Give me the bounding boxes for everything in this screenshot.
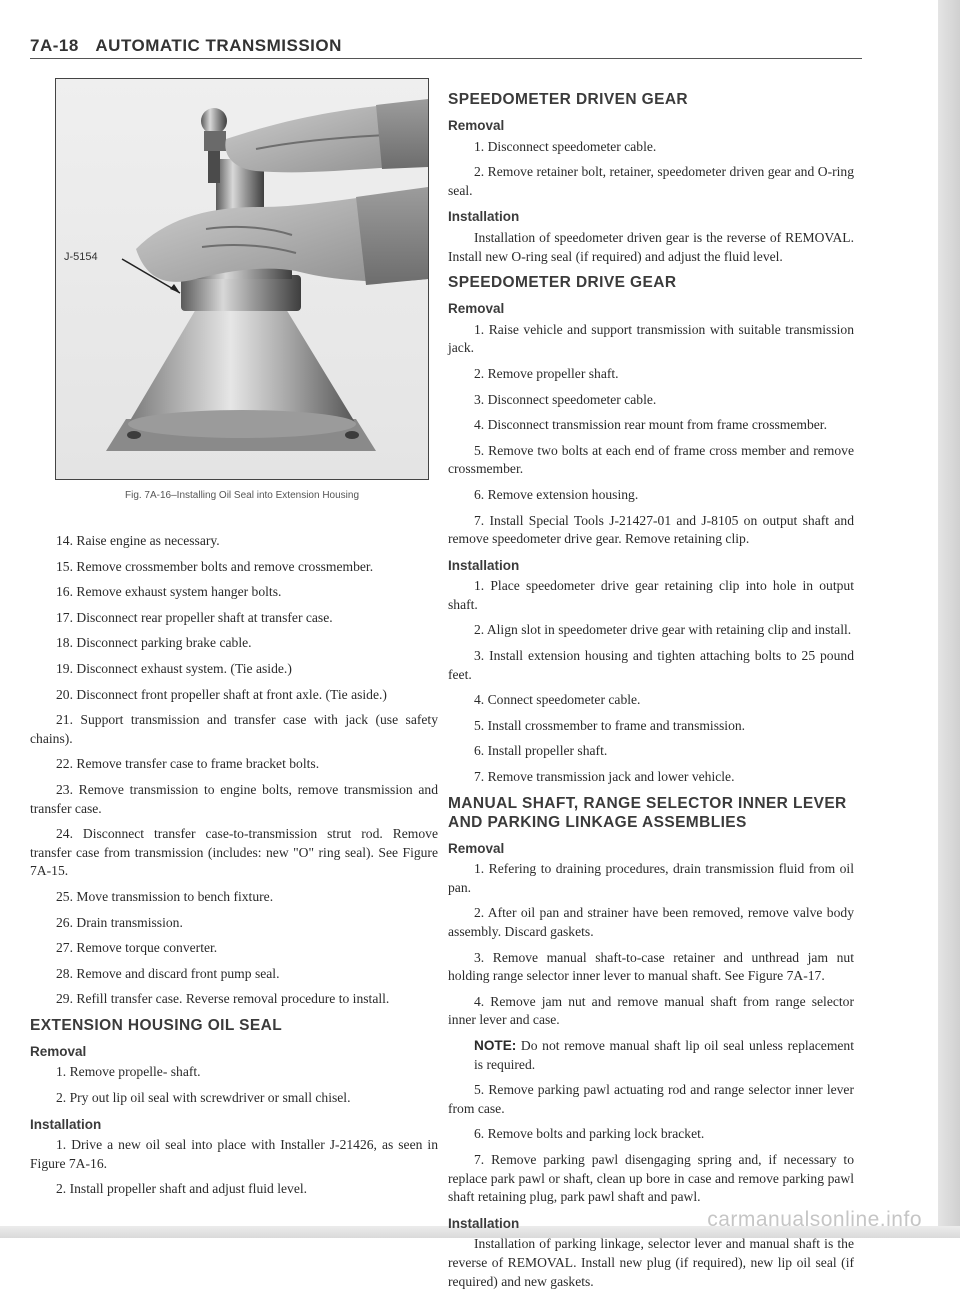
- procedure-step: 5. Remove parking pawl actuating rod and range selector inner lever from case.: [448, 1082, 854, 1116]
- procedure-step: 1. Drive a new oil seal into place with Installer J-21426, as seen in Figure 7A-16.: [30, 1137, 438, 1171]
- procedure-step: 2. Remove propeller shaft.: [474, 365, 619, 381]
- left-column: [30, 532, 438, 1206]
- procedure-step: 3. Disconnect speedometer cable.: [474, 391, 657, 407]
- subsection-heading: Removal: [448, 118, 505, 133]
- procedure-step: 5. Remove two bolts at each end of frame cross member and remove crossmember.: [448, 442, 854, 477]
- procedure-step: 4. Connect speedometer cable.: [474, 692, 641, 708]
- procedure-step: 4. Remove jam nut and remove manual shaft from range selector inner lever and case.: [448, 993, 854, 1028]
- procedure-step: 4. Disconnect transmission rear mount from frame crossmember.: [474, 417, 827, 433]
- procedure-step: 7. Remove parking pawl disengaging spring and, if necessary to replace park pawl or shaft, clean up bore in case and remove parking pawl shaft retaining plug, park pawl shaft and pawl.: [448, 1151, 854, 1205]
- procedure-step: 26. Drain transmission.: [56, 914, 183, 930]
- subsection-heading: Removal: [448, 301, 505, 317]
- procedure-step: 2. After oil pan and strainer have been removed, remove valve body assembly. Discard gaskets.: [448, 905, 854, 939]
- procedure-step: 21. Support transmission and transfer case with jack (use safety chains).: [30, 712, 438, 746]
- figure-caption: Fig. 7A-16–Installing Oil Seal into Extension Housing: [124, 490, 360, 501]
- section-heading: EXTENSION HOUSING OIL SEAL: [30, 1016, 283, 1034]
- procedure-step: 7. Remove transmission jack and lower vehicle.: [474, 769, 735, 785]
- procedure-step: 14. Raise engine as necessary.: [56, 533, 220, 548]
- procedure-step: 2. Install propeller shaft and adjust fluid level.: [56, 1181, 308, 1197]
- figure-illustration: [55, 78, 429, 480]
- procedure-step: 1. Place speedometer drive gear retaining clip into hole in output shaft.: [448, 578, 854, 612]
- page-header: [30, 36, 860, 56]
- procedure-step: 3. Remove manual shaft-to-case retainer and unthread jam nut holding range selector inner lever to manual shaft. See Figure 7A-17.: [448, 949, 854, 984]
- section-heading: SPEEDOMETER DRIVE GEAR: [448, 274, 677, 292]
- procedure-step: 6. Remove bolts and parking lock bracket.: [474, 1126, 705, 1142]
- procedure-step: 1. Remove propelle- shaft.: [56, 1064, 201, 1080]
- header-rule: [30, 58, 862, 59]
- procedure-step: 1. Refering to draining procedures, drain transmission fluid from oil pan.: [448, 861, 854, 895]
- procedure-step: 25. Move transmission to bench fixture.: [56, 888, 274, 904]
- procedure-step: 17. Disconnect rear propeller shaft at transfer case.: [56, 609, 333, 625]
- watermark: carmanualsonline.info: [707, 1208, 922, 1231]
- section-heading: SPEEDOMETER DRIVEN GEAR: [448, 91, 689, 108]
- procedure-step: 16. Remove exhaust system hanger bolts.: [56, 584, 282, 600]
- procedure-step: 1. Disconnect speedometer cable.: [474, 138, 657, 154]
- procedure-step: 7. Install Special Tools J-21427-01 and J-8105 on output shaft and remove speedometer drive gear. Remove retaining clip.: [448, 512, 854, 547]
- procedure-step: 27. Remove torque converter.: [56, 940, 218, 956]
- procedure-step: 5. Install crossmember to frame and transmission.: [474, 717, 746, 733]
- page-number: 7A-18: [30, 36, 79, 55]
- section-heading: MANUAL SHAFT, RANGE SELECTOR INNER LEVER AND PARKING LINKAGE ASSEMBLIES: [448, 794, 847, 831]
- procedure-step: 6. Remove extension housing.: [474, 486, 639, 502]
- procedure-step: 2. Align slot in speedometer drive gear with retaining clip and install.: [474, 622, 852, 638]
- procedure-step: Installation of parking linkage, selector lever and manual shaft is the reverse of REMOVAL. Install new plug (if required), new lip oil seal (if required) and new gaskets.: [448, 1236, 854, 1289]
- note-paragraph: [448, 1037, 854, 1074]
- procedure-step: 18. Disconnect parking brake cable.: [56, 635, 252, 651]
- figure-photo: [56, 79, 428, 479]
- subsection-heading: Removal: [30, 1043, 87, 1059]
- procedure-step: 23. Remove transmission to engine bolts, remove transmission and transfer case.: [30, 781, 438, 816]
- procedure-step: 2. Pry out lip oil seal with screwdriver or small chisel.: [56, 1090, 351, 1106]
- procedure-step: 24. Disconnect transfer case-to-transmission strut rod. Remove transfer case from transmission (includes: new "O" ring seal). See Figure 7A-15.: [30, 826, 438, 879]
- procedure-step: 3. Install extension housing and tighten attaching bolts to 25 pound feet.: [448, 648, 854, 682]
- subsection-heading: Installation: [448, 557, 520, 573]
- page-edge-shadow: [938, 0, 960, 1238]
- subsection-heading: Removal: [448, 840, 505, 856]
- note-label: NOTE:: [474, 1037, 517, 1053]
- subsection-heading: Installation: [448, 1215, 520, 1231]
- procedure-step: 19. Disconnect exhaust system. (Tie aside.): [56, 660, 292, 676]
- note-text: Do not remove manual shaft lip oil seal unless replacement is required.: [474, 1037, 854, 1072]
- tool-label: J-5154: [64, 251, 98, 263]
- procedure-step: 28. Remove and discard front pump seal.: [56, 965, 280, 981]
- procedure-step: 2. Remove retainer bolt, retainer, speedometer driven gear and O-ring seal.: [448, 164, 854, 198]
- procedure-step: Installation of speedometer driven gear is the reverse of REMOVAL. Install new O-ring seal (if required) and adjust the fluid level.: [448, 229, 854, 264]
- procedure-step: 22. Remove transfer case to frame bracket bolts.: [56, 756, 320, 772]
- right-column: [448, 84, 854, 1298]
- procedure-step: 29. Refill transfer case. Reverse removal procedure to install.: [56, 991, 390, 1007]
- subsection-heading: Installation: [30, 1116, 102, 1132]
- procedure-step: 15. Remove crossmember bolts and remove crossmember.: [56, 558, 374, 574]
- procedure-step: 1. Raise vehicle and support transmission with suitable transmission jack.: [448, 321, 854, 356]
- procedure-step: 20. Disconnect front propeller shaft at front axle. (Tie aside.): [56, 686, 387, 702]
- procedure-step: 6. Install propeller shaft.: [474, 743, 608, 759]
- subsection-heading: Installation: [448, 209, 520, 225]
- page-title: AUTOMATIC TRANSMISSION: [95, 36, 342, 55]
